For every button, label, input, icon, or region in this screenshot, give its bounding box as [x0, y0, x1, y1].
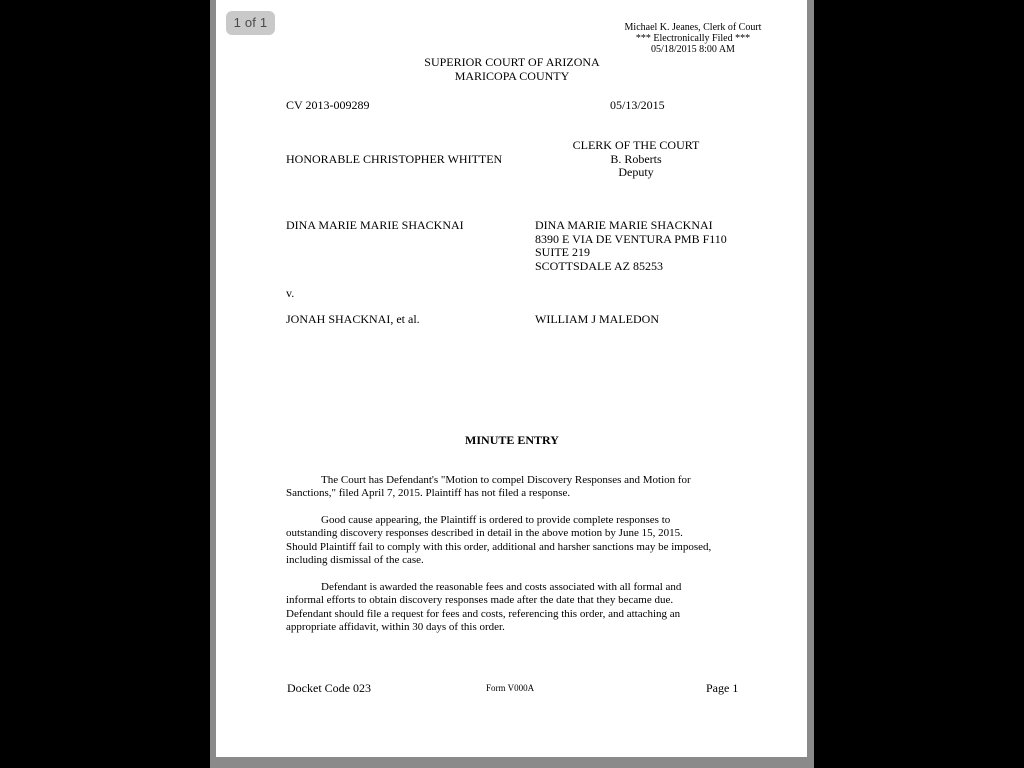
page-number: Page 1 [706, 681, 739, 695]
document-page [216, 0, 807, 757]
stamp-filed: *** Electronically Filed *** [635, 33, 751, 44]
paragraph-2 [286, 514, 746, 568]
address-line: 8390 E VIA DE VENTURA PMB F110 [535, 231, 727, 246]
clerk-block [566, 139, 706, 180]
form-code: Form V000A [486, 683, 535, 693]
paragraph-line: Defendant should file a request for fees and costs, referencing this order, and attaching an [286, 607, 681, 620]
paragraph-line: The Court has Defendant's "Motion to compel Discovery Responses and Motion for [321, 474, 691, 486]
paragraph-line: appropriate affidavit, within 30 days of this order. [286, 621, 505, 634]
address-line: DINA MARIE MARIE SHACKNAI [535, 218, 713, 232]
paragraph-line: Should Plaintiff fail to comply with this order, additional and harsher sanctions may be imposed, [286, 540, 712, 553]
address-line: SUITE 219 [535, 245, 590, 259]
paragraph-line: including dismissal of the case. [286, 554, 424, 567]
case-number: CV 2013-009289 [286, 98, 370, 112]
judge-name: HONORABLE CHRISTOPHER WHITTEN [286, 152, 503, 166]
versus: v. [286, 286, 295, 300]
paragraph-line: Good cause appearing, the Plaintiff is ordered to provide complete responses to [321, 514, 671, 526]
paragraph-line: Defendant is awarded the reasonable fees and costs associated with all formal and [321, 581, 682, 593]
stamp-clerk: Michael K. Jeanes, Clerk of Court [624, 22, 762, 33]
filing-stamp [608, 22, 778, 55]
address-line: SCOTTSDALE AZ 85253 [535, 258, 664, 273]
clerk-role: Deputy [618, 165, 654, 179]
court-county: MARICOPA COUNTY [454, 68, 570, 83]
plaintiff-address [535, 219, 727, 273]
defendant-counsel: WILLIAM J MALEDON [535, 312, 659, 326]
document-title: MINUTE ENTRY [465, 433, 559, 447]
page-indicator[interactable]: 1 of 1 [226, 11, 275, 35]
paragraph-3 [286, 581, 746, 635]
case-date: 05/13/2015 [610, 98, 665, 112]
clerk-title: CLERK OF THE COURT [572, 138, 700, 152]
paragraph-1 [286, 474, 746, 501]
docket-code: Docket Code 023 [287, 681, 371, 695]
defendant-name: JONAH SHACKNAI, et al. [286, 312, 420, 326]
paragraph-line: Sanctions," filed April 7, 2015. Plaintiff has not filed a response. [286, 487, 571, 500]
paragraph-line: informal efforts to obtain discovery responses made after the date that they became due. [286, 594, 674, 607]
plaintiff-name: DINA MARIE MARIE SHACKNAI [286, 218, 464, 232]
stamp-datetime: 05/18/2015 8:00 AM [651, 44, 735, 55]
clerk-name: B. Roberts [610, 151, 662, 166]
court-name: SUPERIOR COURT OF ARIZONA [424, 55, 600, 69]
paragraph-line: outstanding discovery responses described in detail in the above motion by June 15, 2015. [286, 527, 683, 540]
court-header [400, 56, 624, 83]
